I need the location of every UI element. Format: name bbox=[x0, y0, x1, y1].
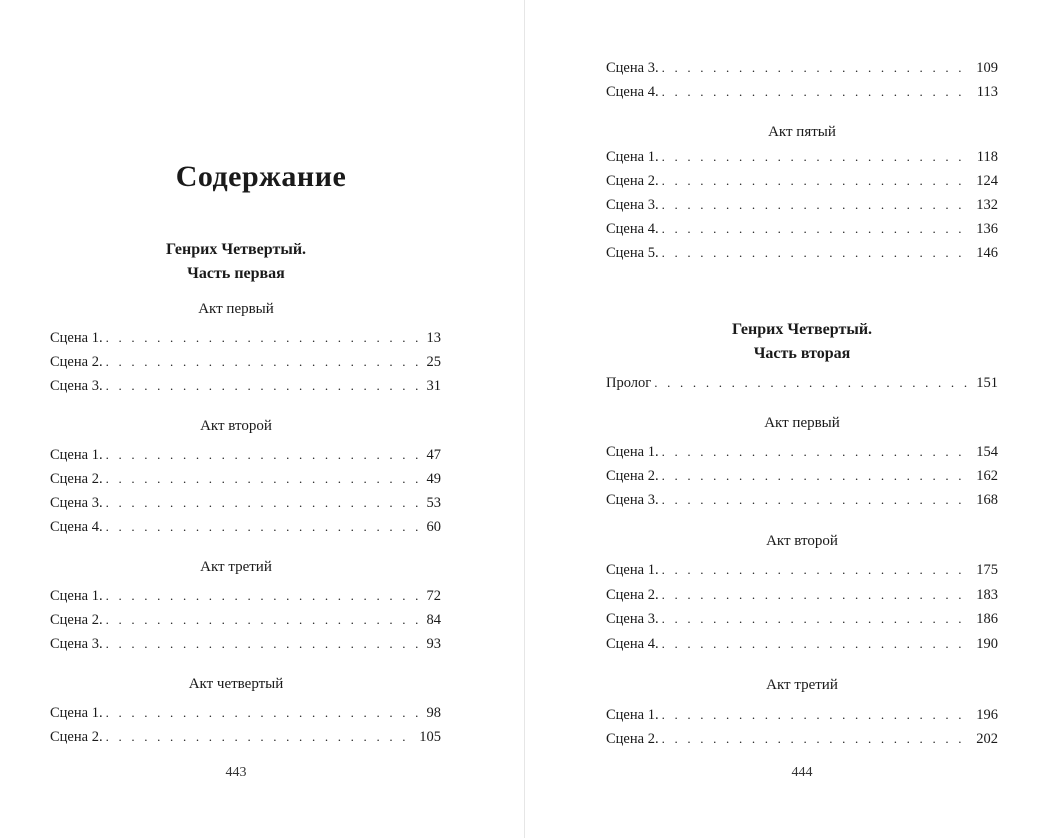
toc-entry[interactable] bbox=[50, 445, 441, 465]
entry-label: Сцена 2. bbox=[606, 173, 659, 189]
page-number: 443 bbox=[225, 765, 247, 780]
leader-dots bbox=[106, 328, 421, 348]
entry-page: 113 bbox=[976, 84, 998, 100]
page-number: 444 bbox=[791, 765, 813, 780]
entry-label: Сцена 3. bbox=[606, 611, 659, 627]
entry-label: Сцена 1. bbox=[50, 588, 103, 604]
toc-entry[interactable] bbox=[606, 634, 998, 654]
entry-label: Сцена 4. bbox=[606, 636, 659, 652]
act-heading: Акт второй bbox=[200, 418, 272, 434]
toc-entry[interactable] bbox=[50, 469, 441, 489]
entry-label: Сцена 1. bbox=[50, 330, 103, 346]
entry-label: Сцена 1. bbox=[50, 447, 103, 463]
entry-page: 98 bbox=[426, 705, 441, 721]
leader-dots bbox=[662, 634, 971, 654]
part-heading-line1: Генрих Четвертый. bbox=[731, 321, 873, 338]
entry-page: 136 bbox=[976, 221, 998, 237]
leader-dots bbox=[654, 373, 970, 393]
toc-entry[interactable] bbox=[606, 58, 998, 78]
toc-entry[interactable] bbox=[606, 609, 998, 629]
toc-entry[interactable] bbox=[50, 328, 441, 348]
toc-entry[interactable] bbox=[50, 352, 441, 372]
entry-label: Сцена 3. bbox=[606, 197, 659, 213]
act-heading: Акт первый bbox=[764, 415, 840, 431]
leader-dots bbox=[662, 609, 971, 629]
toc-entry[interactable] bbox=[50, 517, 441, 537]
act-heading: Акт четвертый bbox=[188, 676, 284, 692]
entry-label: Сцена 2. bbox=[50, 354, 103, 370]
toc-entry[interactable] bbox=[606, 729, 998, 749]
entry-label: Сцена 2. bbox=[50, 612, 103, 628]
entry-label: Сцена 1. bbox=[50, 705, 103, 721]
entry-page: 47 bbox=[426, 447, 441, 463]
entry-page: 151 bbox=[976, 375, 998, 391]
leader-dots bbox=[662, 466, 971, 486]
entry-page: 84 bbox=[426, 612, 441, 628]
leader-dots bbox=[662, 705, 971, 725]
entry-page: 53 bbox=[426, 495, 441, 511]
leader-dots bbox=[662, 219, 971, 239]
entry-page: 25 bbox=[426, 354, 441, 370]
entry-page: 72 bbox=[426, 588, 441, 604]
toc-entry[interactable] bbox=[50, 586, 441, 606]
leader-dots bbox=[662, 171, 971, 191]
entry-label: Сцена 4. bbox=[606, 84, 659, 100]
entry-page: 190 bbox=[976, 636, 998, 652]
leader-dots bbox=[662, 82, 971, 102]
toc-entry[interactable] bbox=[50, 634, 441, 654]
leader-dots bbox=[662, 442, 971, 462]
entry-page: 124 bbox=[976, 173, 998, 189]
leader-dots bbox=[662, 490, 971, 510]
entry-page: 175 bbox=[976, 562, 998, 578]
entry-page: 109 bbox=[976, 60, 998, 76]
toc-entry[interactable] bbox=[50, 727, 441, 747]
entry-label: Сцена 3. bbox=[606, 492, 659, 508]
part-heading-line2: Часть первая bbox=[187, 265, 285, 282]
toc-entry[interactable] bbox=[606, 82, 998, 102]
entry-page: 105 bbox=[419, 729, 441, 745]
entry-label: Сцена 3. bbox=[606, 60, 659, 76]
entry-page: 49 bbox=[426, 471, 441, 487]
entry-page: 196 bbox=[976, 707, 998, 723]
toc-entry[interactable] bbox=[606, 147, 998, 167]
leader-dots bbox=[106, 586, 421, 606]
part-heading bbox=[0, 238, 472, 286]
entry-label: Сцена 2. bbox=[606, 731, 659, 747]
part-heading-line1: Генрих Четвертый. bbox=[165, 241, 307, 258]
leader-dots bbox=[662, 195, 971, 215]
leader-dots bbox=[662, 243, 971, 263]
act-heading: Акт первый bbox=[198, 301, 274, 317]
leader-dots bbox=[662, 147, 971, 167]
entry-page: 118 bbox=[976, 149, 998, 165]
toc-entry[interactable] bbox=[606, 442, 998, 462]
leader-dots bbox=[106, 376, 421, 396]
toc-entry[interactable] bbox=[606, 171, 998, 191]
toc-entry[interactable] bbox=[50, 703, 441, 723]
toc-entry[interactable] bbox=[606, 195, 998, 215]
entry-page: 186 bbox=[976, 611, 998, 627]
act-heading: Акт третий bbox=[200, 559, 272, 575]
leader-dots bbox=[106, 352, 421, 372]
entry-label: Сцена 3. bbox=[50, 378, 103, 394]
act-heading: Акт третий bbox=[766, 677, 838, 693]
part-heading-line2: Часть вторая bbox=[753, 345, 851, 362]
entry-page: 146 bbox=[976, 245, 998, 261]
entry-page: 162 bbox=[976, 468, 998, 484]
entry-label: Сцена 1. bbox=[606, 149, 659, 165]
toc-entry[interactable] bbox=[50, 610, 441, 630]
entry-page: 154 bbox=[976, 444, 998, 460]
entry-page: 60 bbox=[426, 519, 441, 535]
entry-label: Сцена 5. bbox=[606, 245, 659, 261]
leader-dots bbox=[106, 610, 421, 630]
entry-label: Сцена 1. bbox=[606, 707, 659, 723]
entry-label: Сцена 3. bbox=[50, 636, 103, 652]
toc-entry[interactable] bbox=[606, 219, 998, 239]
entry-label: Сцена 4. bbox=[50, 519, 103, 535]
leader-dots bbox=[106, 703, 421, 723]
entry-page: 183 bbox=[976, 587, 998, 603]
toc-entry[interactable] bbox=[606, 243, 998, 263]
entry-label: Сцена 2. bbox=[606, 468, 659, 484]
leader-dots bbox=[106, 445, 421, 465]
act-heading: Акт второй bbox=[766, 533, 838, 549]
leader-dots bbox=[106, 493, 421, 513]
part-heading bbox=[606, 318, 998, 366]
entry-page: 93 bbox=[426, 636, 441, 652]
leader-dots bbox=[106, 634, 421, 654]
entry-label: Сцена 1. bbox=[606, 444, 659, 460]
leader-dots bbox=[662, 560, 971, 580]
entry-label: Сцена 1. bbox=[606, 562, 659, 578]
toc-entry[interactable] bbox=[50, 493, 441, 513]
leader-dots bbox=[662, 58, 971, 78]
entry-label: Сцена 2. bbox=[50, 471, 103, 487]
toc-entry[interactable] bbox=[50, 376, 441, 396]
entry-page: 168 bbox=[976, 492, 998, 508]
entry-label: Сцена 2. bbox=[606, 587, 659, 603]
leader-dots bbox=[662, 585, 971, 605]
entry-page: 202 bbox=[976, 731, 998, 747]
toc-entry[interactable] bbox=[606, 490, 998, 510]
entry-page: 132 bbox=[976, 197, 998, 213]
toc-entry[interactable] bbox=[606, 466, 998, 486]
toc-entry[interactable] bbox=[606, 585, 998, 605]
toc-entry[interactable] bbox=[606, 560, 998, 580]
leader-dots bbox=[106, 517, 421, 537]
entry-label: Сцена 3. bbox=[50, 495, 103, 511]
contents-title: Содержание bbox=[175, 160, 347, 193]
leader-dots bbox=[106, 469, 421, 489]
entry-label: Пролог bbox=[606, 375, 652, 391]
act-heading: Акт пятый bbox=[768, 124, 836, 140]
entry-label: Сцена 4. bbox=[606, 221, 659, 237]
entry-page: 31 bbox=[426, 378, 441, 394]
toc-entry[interactable] bbox=[606, 373, 998, 393]
leader-dots bbox=[662, 729, 971, 749]
right-page bbox=[524, 0, 1040, 838]
leader-dots bbox=[106, 727, 414, 747]
entry-label: Сцена 2. bbox=[50, 729, 103, 745]
entry-page: 13 bbox=[426, 330, 441, 346]
toc-entry[interactable] bbox=[606, 705, 998, 725]
